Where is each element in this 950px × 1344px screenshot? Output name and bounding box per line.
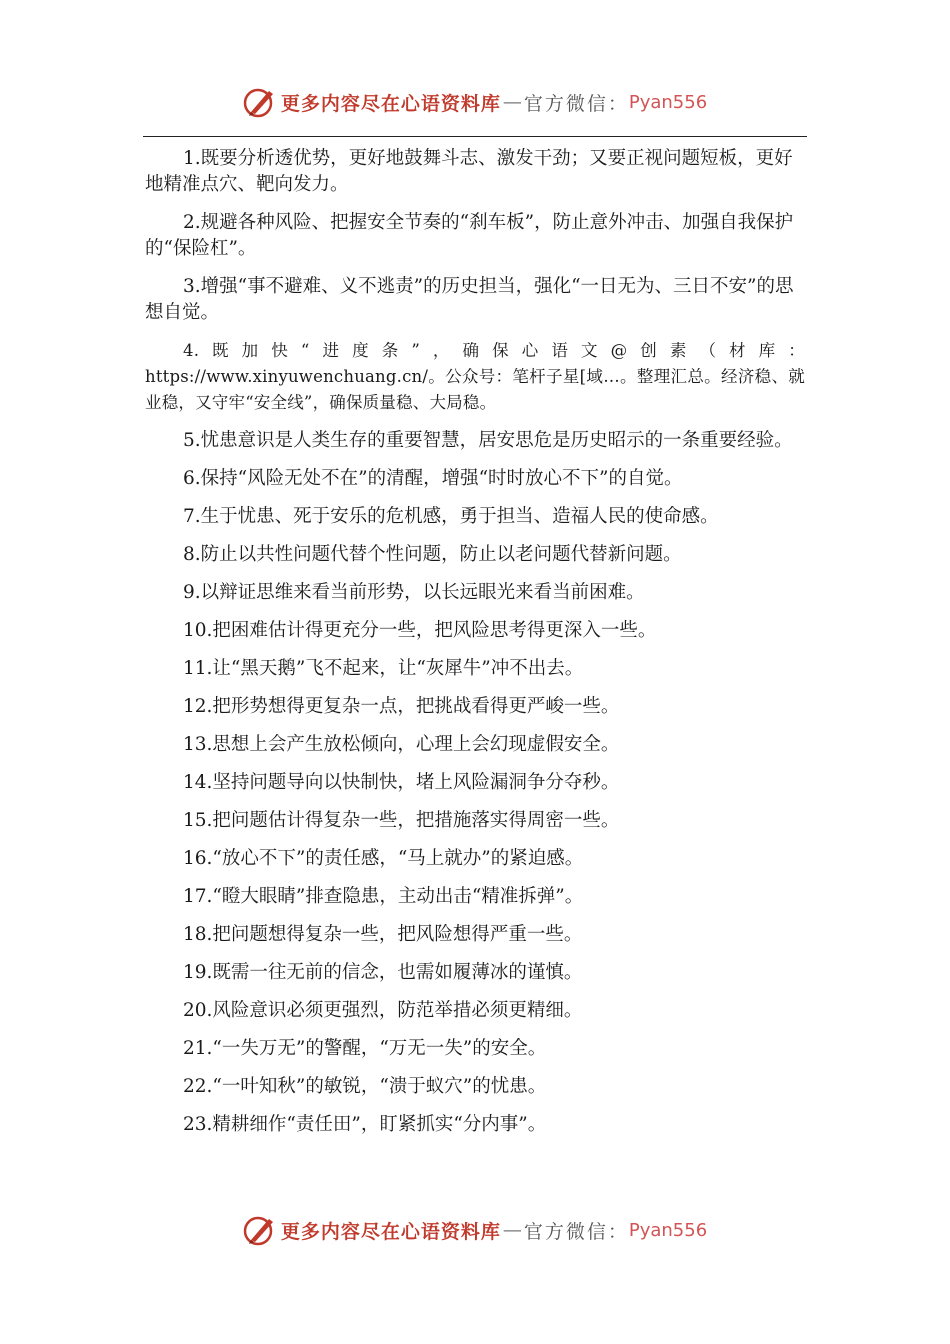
list-item: 3.增强“事不避难、义不逃责”的历史担当，强化“一日无为、三日不安”的思想自觉。 xyxy=(145,276,794,323)
list-item: 20.风险意识必须更强烈，防范举措必须更精细。 xyxy=(183,1000,583,1021)
list-item: 9.以辩证思维来看当前形势，以长远眼光来看当前困难。 xyxy=(183,582,645,603)
list-item: 16.“放心不下”的责任感，“马上就办”的紧迫感。 xyxy=(183,848,584,869)
header-banner xyxy=(0,82,950,122)
list-item: 21.“一失万无”的警醒，“万无一失”的安全。 xyxy=(183,1038,547,1059)
list-item: 8.防止以共性问题代替个性问题，防止以老问题代替新问题。 xyxy=(183,544,682,565)
pen-logo-icon xyxy=(243,85,277,119)
list-item: 2.规避各种风险、把握安全节奏的“刹车板”，防止意外冲击、加强自我保护的“保险杠”。 xyxy=(145,212,794,259)
list-item: 1.既要分析透优势，更好地鼓舞斗志、激发干劲；又要正视问题短板，更好地精准点穴、靶向发力。 xyxy=(145,148,793,195)
document-body xyxy=(145,146,805,1150)
pen-logo-icon xyxy=(243,1213,277,1247)
list-item: 10.把困难估计得更充分一些，把风险思考得更深入一些。 xyxy=(183,620,657,641)
list-item: 17.“瞪大眼睛”排查隐患，主动出击“精准拆弹”。 xyxy=(183,886,584,907)
banner-separator: — xyxy=(502,91,522,113)
header-rule xyxy=(143,136,807,137)
banner-wechat-label: 官方微信： xyxy=(523,1220,629,1243)
banner-separator: — xyxy=(502,1219,522,1241)
footer-banner xyxy=(0,1210,950,1250)
list-item: 15.把问题估计得复杂一些，把措施落实得周密一些。 xyxy=(183,810,620,831)
list-item: 5.忧患意识是人类生存的重要智慧，居安思危是历史昭示的一条重要经验。 xyxy=(183,430,793,451)
banner-wechat-id: Pyan556 xyxy=(628,91,708,113)
list-item: 6.保持“风险无处不在”的清醒，增强“时时放心不下”的自觉。 xyxy=(183,468,683,489)
list-item: 4.既加快“进度条”，确保心语文@创素（材库：https://www.xinyuwenchuang.cn/。公众号：笔杆子星[域…。整理汇总。经济稳、就业稳，又守牢“安全线”，确保质量稳、大局稳。 xyxy=(145,341,805,412)
banner-wechat-id: Pyan556 xyxy=(628,1219,708,1241)
list-item: 22.“一叶知秋”的敏锐，“溃于蚁穴”的忧患。 xyxy=(183,1076,547,1097)
list-item: 14.坚持问题导向以快制快，堵上风险漏洞争分夺秒。 xyxy=(183,772,620,793)
list-item: 13.思想上会产生放松倾向，心理上会幻现虚假安全。 xyxy=(183,734,620,755)
banner-wechat-label: 官方微信： xyxy=(523,92,629,115)
banner-title: 更多内容尽在心语资料库 xyxy=(280,1220,501,1243)
list-item: 7.生于忧患、死于安乐的危机感，勇于担当、造福人民的使命感。 xyxy=(183,506,719,527)
list-item: 23.精耕细作“责任田”，盯紧抓实“分内事”。 xyxy=(183,1114,547,1135)
list-item: 18.把问题想得复杂一些，把风险想得严重一些。 xyxy=(183,924,583,945)
list-item: 19.既需一往无前的信念，也需如履薄冰的谨慎。 xyxy=(183,962,583,983)
list-item: 12.把形势想得更复杂一点，把挑战看得更严峻一些。 xyxy=(183,696,620,717)
banner-title: 更多内容尽在心语资料库 xyxy=(280,92,501,115)
list-item: 11.让“黑天鹅”飞不起来，让“灰犀牛”冲不出去。 xyxy=(183,658,584,679)
